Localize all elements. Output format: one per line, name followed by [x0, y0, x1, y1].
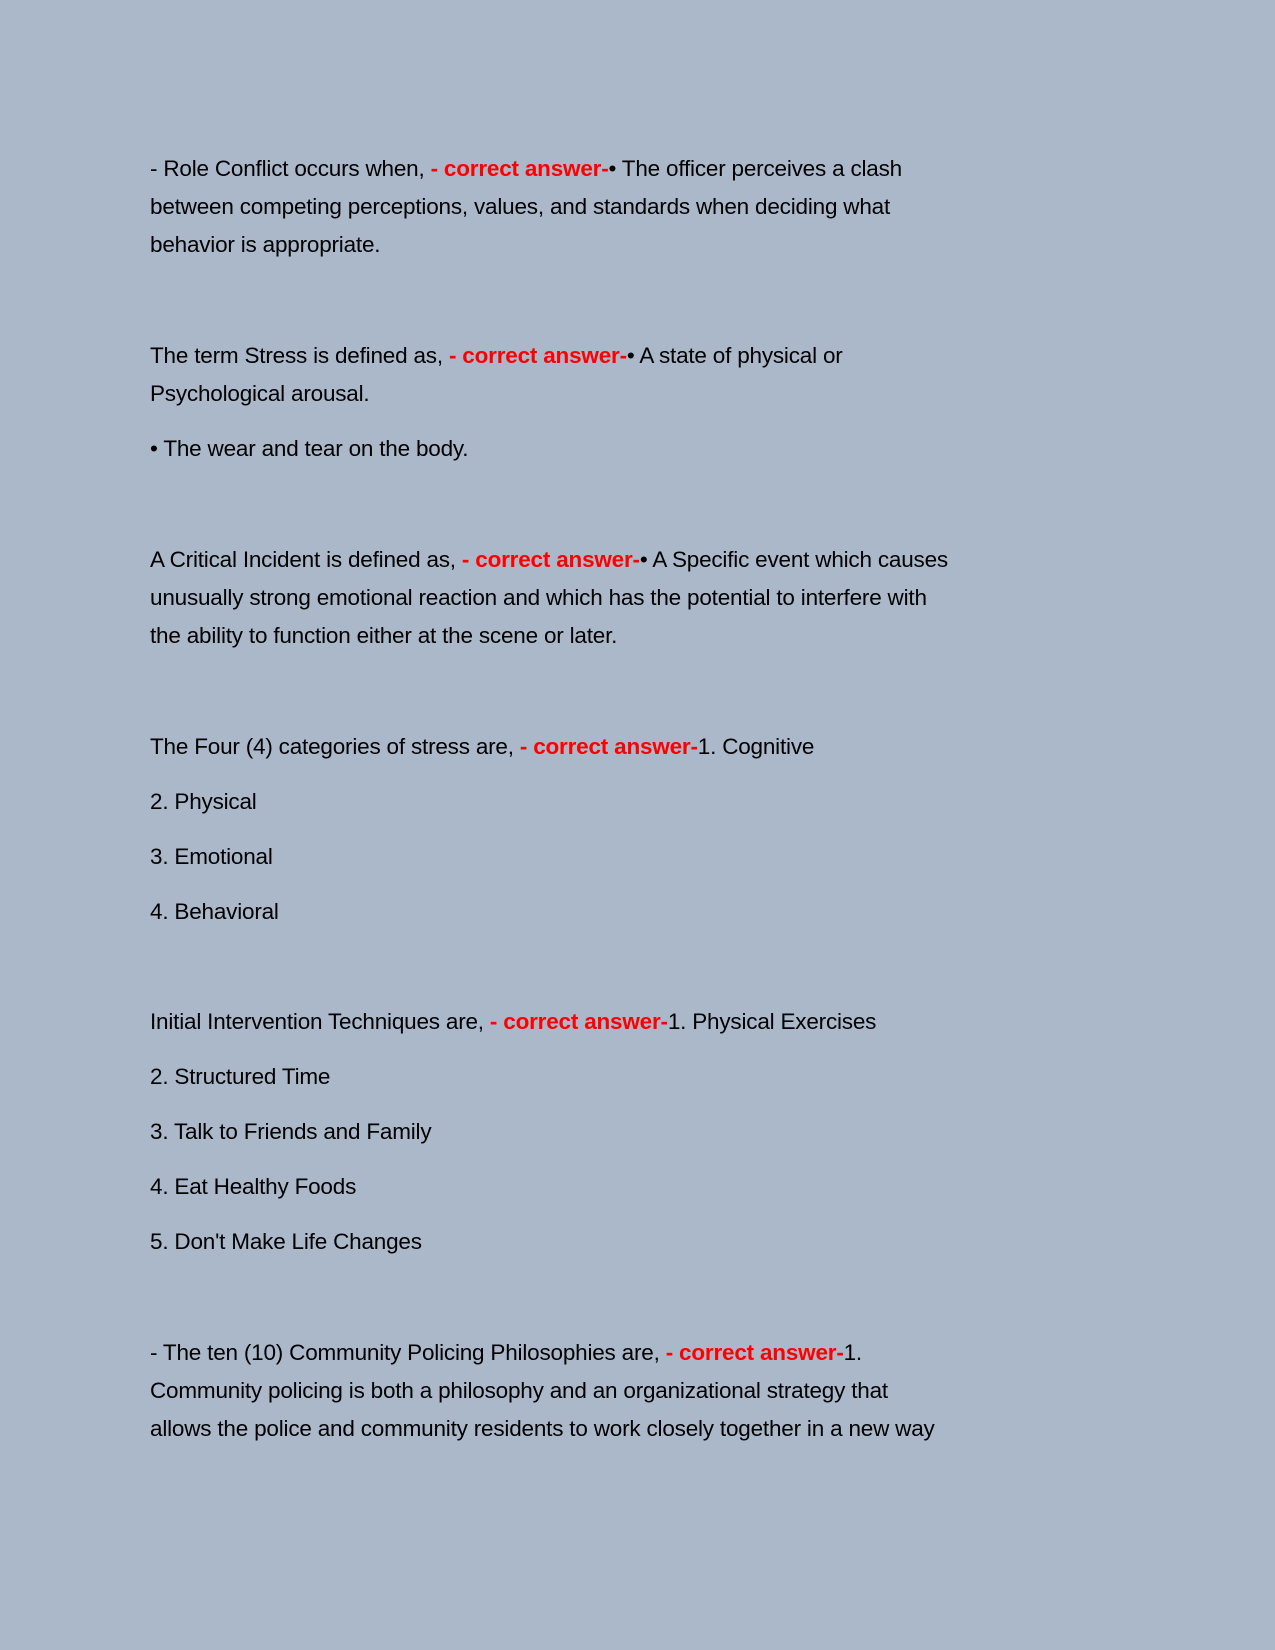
list-item: 3. Talk to Friends and Family — [150, 1119, 432, 1144]
qa-2-line-1 — [150, 337, 843, 375]
list-item: 2. Structured Time — [150, 1064, 331, 1089]
question-text: A Critical Incident is defined as, — [150, 547, 462, 572]
answer-marker: - correct answer- — [461, 547, 640, 572]
answer-text: 1. Physical Exercises — [667, 1009, 877, 1034]
qa-6-line-1 — [150, 1334, 862, 1372]
qa-5-line-1 — [150, 1003, 876, 1041]
answer-text: Community policing is both a philosophy and an organizational strategy that — [150, 1378, 888, 1403]
answer-text: • A state of physical or — [626, 343, 843, 368]
answer-marker: - correct answer- — [430, 156, 609, 181]
answer-marker: - correct answer- — [519, 734, 698, 759]
answer-marker: - correct answer- — [489, 1009, 668, 1034]
question-text: The term Stress is defined as, — [150, 343, 449, 368]
list-item: 3. Emotional — [150, 844, 273, 869]
answer-text: unusually strong emotional reaction and which has the potential to interfere with — [150, 585, 927, 610]
answer-text: the ability to function either at the scene or later. — [150, 623, 618, 648]
answer-text: 1. Cognitive — [697, 734, 815, 759]
answer-marker: - correct answer- — [665, 1340, 844, 1365]
answer-text: behavior is appropriate. — [150, 232, 381, 257]
list-item: 4. Eat Healthy Foods — [150, 1174, 357, 1199]
list-item: 5. Don't Make Life Changes — [150, 1229, 422, 1254]
answer-text: • The officer perceives a clash — [608, 156, 902, 181]
answer-marker: - correct answer- — [448, 343, 627, 368]
answer-text: Psychological arousal. — [150, 381, 370, 406]
answer-text: • A Specific event which causes — [639, 547, 948, 572]
qa-3-line-1 — [150, 541, 948, 579]
list-item: 2. Physical — [150, 789, 257, 814]
answer-text: • The wear and tear on the body. — [150, 436, 469, 461]
question-text: Initial Intervention Techniques are, — [150, 1009, 490, 1034]
question-text: - Role Conflict occurs when, — [150, 156, 431, 181]
qa-1-line-1 — [150, 150, 902, 188]
answer-text: allows the police and community residents to work closely together in a new way — [150, 1416, 935, 1441]
qa-4-line-1 — [150, 728, 814, 766]
answer-text: 1. — [843, 1340, 862, 1365]
answer-text: between competing perceptions, values, and standards when deciding what — [150, 194, 891, 219]
list-item: 4. Behavioral — [150, 899, 279, 924]
question-text: - The ten (10) Community Policing Philosophies are, — [150, 1340, 666, 1365]
question-text: The Four (4) categories of stress are, — [150, 734, 520, 759]
